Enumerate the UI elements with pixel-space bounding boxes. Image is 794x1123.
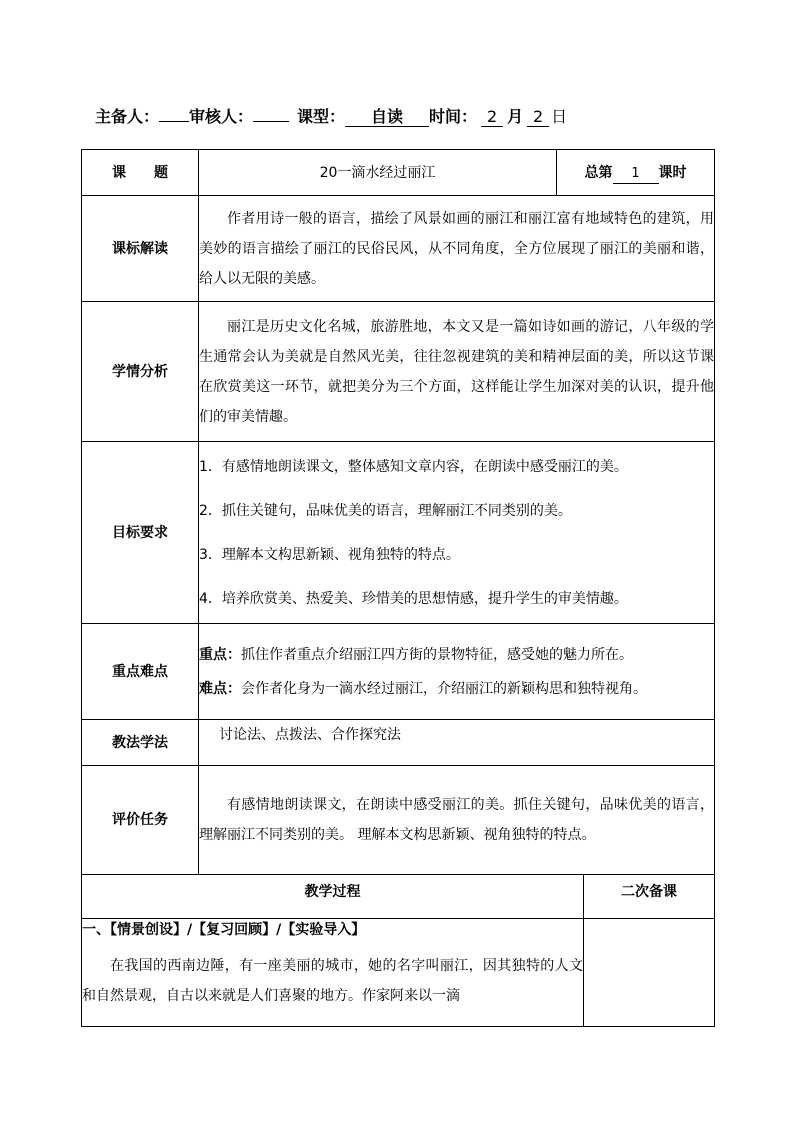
total-value: 1 <box>613 165 659 184</box>
goal-item: 2．抓住关键句，品味优美的语言，理解丽江不同类别的美。 <box>199 502 572 519</box>
preparer-blank <box>159 121 189 122</box>
second-prep-cell <box>584 919 715 1027</box>
document-header <box>95 104 567 127</box>
process-section-row <box>82 919 715 1027</box>
total-lesson-cell <box>557 150 715 196</box>
goal-item: 4．培养欣赏美、热爱美、珍惜美的思想情感，提升学生的审美情趣。 <box>199 590 628 607</box>
methods-label: 教法学法 <box>82 720 199 766</box>
lesson-plan-table <box>81 149 715 1027</box>
keypoints-row <box>82 624 715 720</box>
section1-text: 在我国的西南边陲，有一座美丽的城市，她的名字叫丽江，因其独特的人文和自然景观，自古以来就是人们喜聚的地方。作家阿来以一滴 <box>82 958 583 1004</box>
difficulty-point <box>199 672 714 706</box>
keypoints-label: 重点难点 <box>82 624 199 720</box>
goals-list <box>199 442 715 624</box>
process-section-content <box>82 919 584 1027</box>
methods-text: 讨论法、点拨法、合作探究法 <box>199 720 715 766</box>
goals-row <box>82 442 715 624</box>
preparer-label: 主备人： <box>95 107 160 126</box>
evaluation-text: 有感情地朗读课文，在朗读中感受丽江的美。抓住关键句，品味优美的语言，理解丽江不同类别的美。 理解本文构思新颖、视角独特的特点。 <box>199 766 715 875</box>
process-label: 教学过程 <box>82 875 584 919</box>
goals-label: 目标要求 <box>82 442 199 624</box>
difficulty-label: 难点： <box>199 680 241 697</box>
key-point <box>199 638 714 672</box>
key-label: 重点： <box>199 646 241 663</box>
analysis-label: 学情分析 <box>82 302 199 442</box>
difficulty-text: 会作者化身为一滴水经过丽江，介绍丽江的新颖构思和独特视角。 <box>241 680 647 697</box>
total-suffix: 课时 <box>658 164 687 181</box>
topic-value: 20一滴水经过丽江 <box>199 150 557 196</box>
topic-row <box>82 150 715 196</box>
month-value: 2 <box>481 108 503 127</box>
standards-row <box>82 196 715 302</box>
topic-label: 课 题 <box>82 150 199 196</box>
day-value: 2 <box>527 108 549 127</box>
evaluation-label: 评价任务 <box>82 766 199 875</box>
standards-label: 课标解读 <box>82 196 199 302</box>
type-label: 课型： <box>297 107 346 126</box>
type-value: 自读 <box>345 108 429 127</box>
process-header-row <box>82 875 715 919</box>
day-unit: 日 <box>551 107 568 126</box>
evaluation-row <box>82 766 715 875</box>
analysis-row <box>82 302 715 442</box>
reviewer-label: 审核人： <box>189 107 254 126</box>
keypoints-content <box>199 624 715 720</box>
standards-text: 作者用诗一般的语言，描绘了风景如画的丽江和丽江富有地域特色的建筑，用美妙的语言描绘了丽江的民俗民风，从不同角度，全方位展现了丽江的美丽和谐，给人以无限的美感。 <box>199 196 715 302</box>
reviewer-blank <box>253 121 289 122</box>
key-text: 抓住作者重点介绍丽江四方街的景物特征，感受她的魅力所在。 <box>241 646 633 663</box>
goal-item: 1．有感情地朗读课文，整体感知文章内容，在朗读中感受丽江的美。 <box>199 458 628 475</box>
second-prep-label: 二次备课 <box>584 875 715 919</box>
section1-title: 一、【情景创设】/【复习回顾】/【实验导入】 <box>82 922 366 938</box>
methods-row <box>82 720 715 766</box>
goal-item: 3．理解本文构思新颖、视角独特的特点。 <box>199 546 460 563</box>
total-prefix: 总第 <box>584 164 613 181</box>
time-label: 时间： <box>429 107 478 126</box>
month-unit: 月 <box>507 107 524 126</box>
analysis-text: 丽江是历史文化名城，旅游胜地，本文又是一篇如诗如画的游记，八年级的学生通常会认为美就是自然风光美，往往忽视建筑的美和精神层面的美，所以这节课在欣赏美这一环节，就把美分为三个方面，这样能让学生加深对美的认识，提升他们的审美情趣。 <box>199 302 715 442</box>
